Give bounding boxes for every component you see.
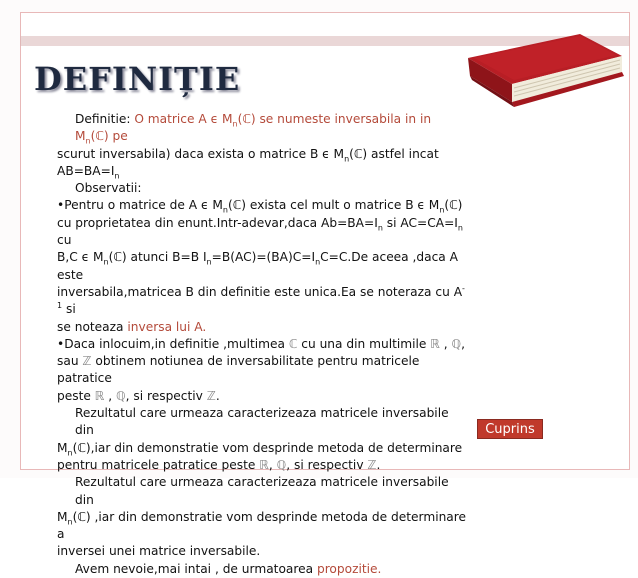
- bullet-1-line-5: se noteaza inversa lui A.: [57, 319, 207, 334]
- observations-label: Observatii:: [75, 181, 142, 196]
- definition-line-1: Definitie: O matrice A ϵ $M_n(ℂ)$ se numeste inversabila in in $M_n(ℂ)$ pe: [75, 112, 432, 146]
- bullet-1: •Pentru o matrice de A ϵ $M_n(ℂ)$ exista cel mult o matrice B ϵ $M_n(ℂ)$: [57, 198, 463, 215]
- final-line: Avem nevoie,mai intai , de urmatoarea propozitie.: [75, 561, 382, 576]
- bullet-1-line-2: cu proprietatea din enunt.Intr-adevar,daca $Ab=BA=I_n$ si $AC=CA=I_n$ cu: [57, 215, 463, 248]
- paragraph-1-line-1: Rezultatul care urmeaza caracterizeaza matricele inversabile din: [75, 406, 449, 438]
- paragraph-2-line-2: $M_n(ℂ)$ ,iar din demonstratie vom desprinde metoda de determinare a: [57, 509, 467, 542]
- paragraph-1-line-2: $M_n(ℂ),iar$ din demonstratie vom desprinde metoda de determinare: [57, 440, 463, 458]
- bullet-2: •Daca inlocuim,in definitie ,multimea ℂ cu una din multimile ℝ , ℚ,: [57, 336, 466, 351]
- page-title: DEFINIȚIE: [34, 60, 241, 98]
- book-icon: [462, 18, 632, 120]
- paragraph-1-line-3: pentru matricele patratice peste ℝ, ℚ, si respectiv ℤ.: [57, 457, 381, 472]
- bullet-2-line-3: peste ℝ , ℚ, si respectiv ℤ.: [57, 388, 220, 403]
- paragraph-2-line-1: Rezultatul care urmeaza caracterizeaza matricele inversabile din: [75, 475, 449, 507]
- cuprins-button[interactable]: Cuprins: [477, 419, 543, 439]
- bullet-2-line-2: sau ℤ obtinem notiunea de inversabilitate pentru matricele patratice: [57, 354, 420, 386]
- content-body: [57, 111, 467, 578]
- bullet-1-line-3: B,C ϵ $M_n(ℂ)$ atunci B=B $I_n=B(AC)=(BA)C=I_nC=C.De$ aceea ,daca A este: [57, 250, 458, 282]
- bullet-1-line-4: inversabila,matricea B din definitie este unica.Ea se noteraza cu $A^{-1}$ si: [57, 283, 465, 317]
- definition-line-3: $AB=BA=I_n$: [57, 163, 120, 181]
- paragraph-2-line-3: inversei unei matrice inversabile.: [57, 544, 261, 559]
- definition-line-2: scurut inversabila) daca exista o matrice B ϵ $M_n(ℂ)$ astfel incat: [57, 146, 439, 164]
